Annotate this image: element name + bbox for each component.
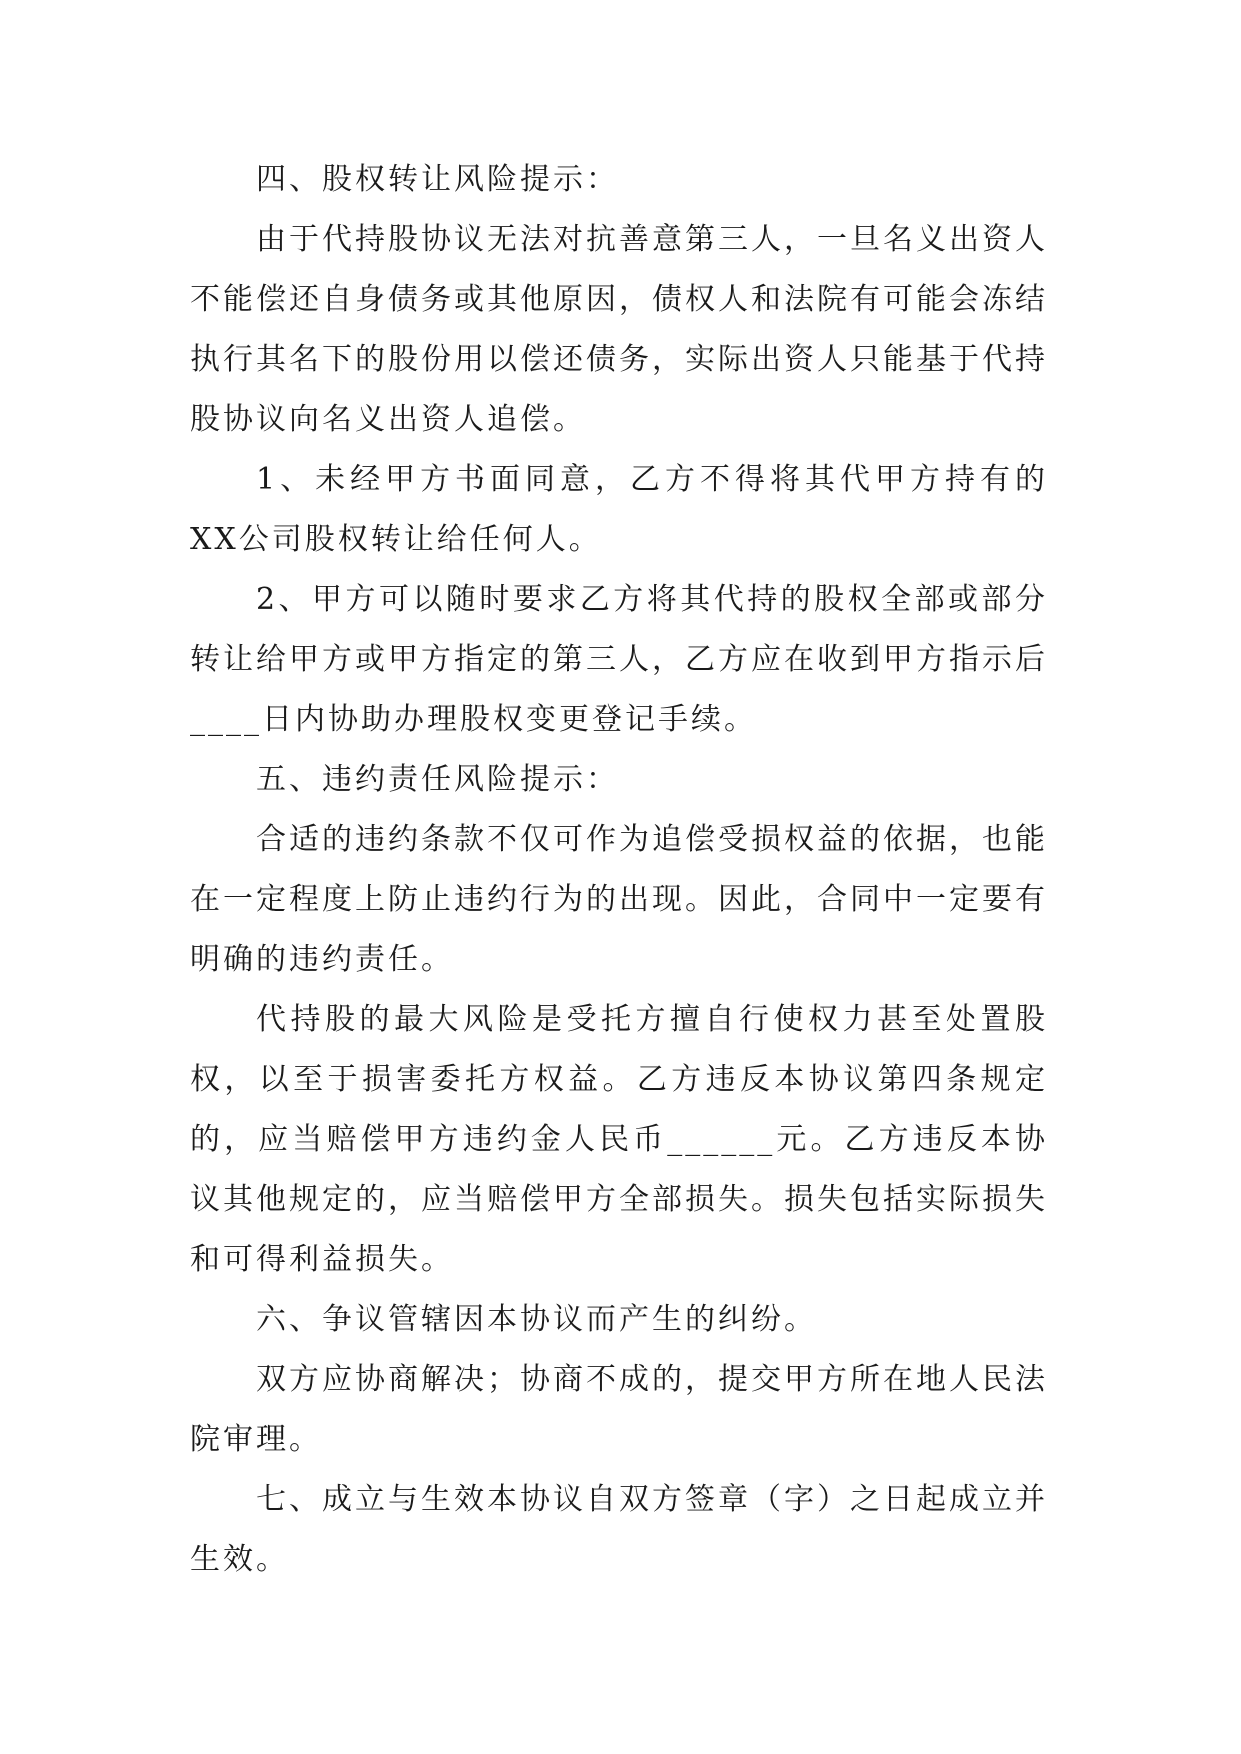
section-heading-effectiveness: 七、成立与生效本协议自双方签章（字）之日起成立并生效。 bbox=[190, 1482, 1048, 1577]
section-heading-transfer-risk: 四、股权转让风险提示： bbox=[256, 162, 619, 197]
paragraph-breach-explanation: 合适的违约条款不仅可作为追偿受损权益的依据，也能在一定程度上防止违约行为的出现。因此，合同中一定要有明确的违约责任。 bbox=[190, 822, 1048, 977]
section-heading-breach-risk: 五、违约责任风险提示： bbox=[256, 762, 619, 797]
clause-1: 1、未经甲方书面同意，乙方不得将其代甲方持有的XX公司股权转让给任何人。 bbox=[190, 462, 1048, 557]
section-heading-dispute: 六、争议管辖因本协议而产生的纠纷。 bbox=[256, 1302, 817, 1337]
paragraph-dispute-resolution: 双方应协商解决；协商不成的，提交甲方所在地人民法院审理。 bbox=[190, 1362, 1048, 1457]
paragraph-breach-liability: 代持股的最大风险是受托方擅自行使权力甚至处置股权，以至于损害委托方权益。乙方违反本协议第四条规定的，应当赔偿甲方违约金人民币______元。乙方违反本协议其他规定的，应当赔偿甲方全部损失。损失包括实际损失和可得利益损失。 bbox=[190, 1002, 1048, 1277]
document-page bbox=[190, 150, 1048, 1590]
paragraph-transfer-risk-explanation: 由于代持股协议无法对抗善意第三人，一旦名义出资人不能偿还自身债务或其他原因，债权人和法院有可能会冻结执行其名下的股份用以偿还债务，实际出资人只能基于代持股协议向名义出资人追偿。 bbox=[190, 222, 1048, 437]
clause-2: 2、甲方可以随时要求乙方将其代持的股权全部或部分转让给甲方或甲方指定的第三人，乙方应在收到甲方指示后____日内协助办理股权变更登记手续。 bbox=[190, 582, 1048, 737]
